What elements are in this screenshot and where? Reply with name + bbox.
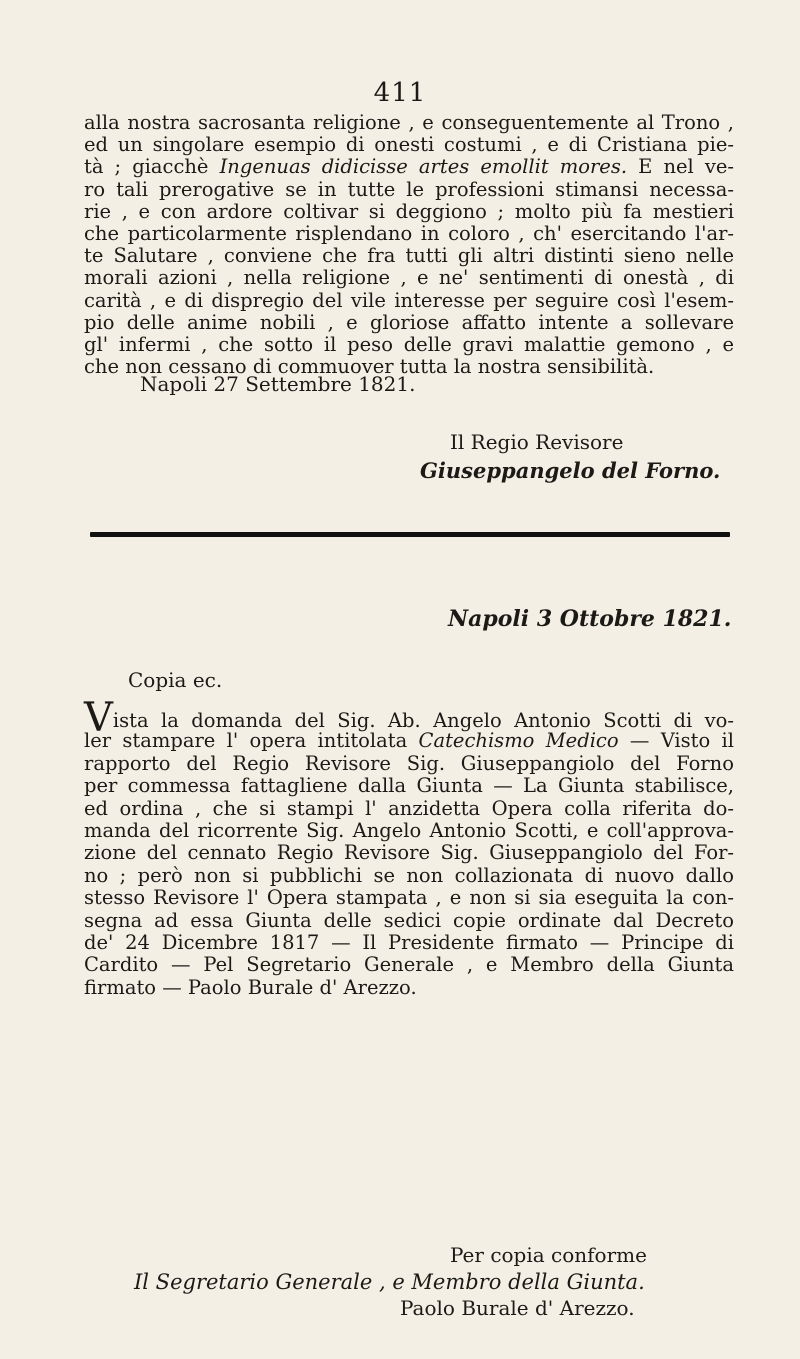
text-line: rie , e con ardore coltivar si deggiono ; molto più fa mestieri	[84, 199, 734, 223]
text-line: Cardito — Pel Segretario Generale , e Membro della Giunta	[84, 953, 734, 977]
text-line: de' 24 Dicembre 1817 — Il Presidente firmato — Principe di	[84, 930, 734, 954]
text-line: pio delle anime nobili , e gloriose affatto intente a sollevare	[84, 310, 734, 334]
text-line: carità , e di dispregio del vile interesse per seguire così l'esem-	[84, 288, 734, 312]
signer-name: Paolo Burale d' Arezzo.	[400, 1296, 635, 1320]
text-line: manda del ricorrente Sig. Angelo Antonio Scotti, e coll'approva-	[84, 818, 734, 842]
text-line: alla nostra sacrosanta religione , e conseguentemente al Trono ,	[84, 111, 734, 134]
text-line: ro tali prerogative se in tutte le professioni stimansi necessa-	[84, 177, 734, 201]
text-line: Vista la domanda del Sig. Ab. Angelo Antonio Scotti di vo-	[84, 695, 734, 741]
text-line: che non cessano di commuover tutta la nostra sensibilità.	[84, 355, 655, 379]
drop-cap: V	[84, 695, 113, 741]
text-line: rapporto del Regio Revisore Sig. Giuseppangiolo del Forno	[84, 751, 734, 775]
text-line: per commessa fattagliene dalla Giunta — La Giunta stabilisce,	[84, 774, 734, 798]
text-line: stesso Revisore l' Opera stampata , e non si sia eseguita la con-	[84, 886, 734, 910]
copia-label: Copia ec.	[128, 668, 223, 692]
text-line: ed ordina , che si stampi l' anzidetta Opera colla riferita do-	[84, 796, 734, 820]
signature-title: Il Regio Revisore	[450, 430, 624, 454]
text-line: morali azioni , nella religione , e ne' sentimenti di onestà , di	[84, 266, 734, 290]
approval-paragraph	[84, 112, 734, 378]
decree-paragraph	[84, 695, 735, 999]
text-line: segna ad essa Giunta delle sedici copie ordinate dal Decreto	[84, 908, 734, 932]
text-line: tà ; giacchè Ingenuas didicisse artes emollit mores. E nel ve-	[84, 155, 734, 179]
text-line: no ; però non si pubblichi se non collazionata di nuovo dallo	[84, 863, 734, 887]
text-line: zione del cennato Regio Revisore Sig. Giuseppangiolo del For-	[84, 841, 734, 865]
text-line: che particolarmente risplendano in coloro , ch' esercitando l'ar-	[84, 221, 734, 245]
secretary-line: Il Segretario Generale , e Membro della Giunta.	[134, 1270, 645, 1294]
work-title: Catechismo Medico	[418, 729, 619, 753]
date-line: Napoli 27 Settembre 1821.	[140, 372, 416, 396]
signature-name: Giuseppangelo del Forno.	[420, 458, 721, 483]
date-heading: Napoli 3 Ottobre 1821.	[448, 606, 732, 632]
text-line: firmato — Paolo Burale d' Arezzo.	[84, 975, 417, 999]
text-line: ler stampare l' opera intitolata Catechismo Medico — Visto il	[84, 729, 735, 753]
latin-quote: Ingenuas didicisse artes emollit mores.	[219, 155, 628, 179]
text-line: te Salutare , conviene che fra tutti gli altri distinti sieno nelle	[84, 244, 734, 268]
text-line: gl' infermi , che sotto il peso delle gravi malattie gemono , e	[84, 332, 734, 356]
page-number: 411	[373, 78, 427, 108]
text-line: ed un singolare esempio di onesti costumi , e di Cristiana pie-	[84, 133, 734, 157]
per-copia-line: Per copia conforme	[450, 1243, 647, 1267]
separator-rule	[90, 532, 730, 537]
